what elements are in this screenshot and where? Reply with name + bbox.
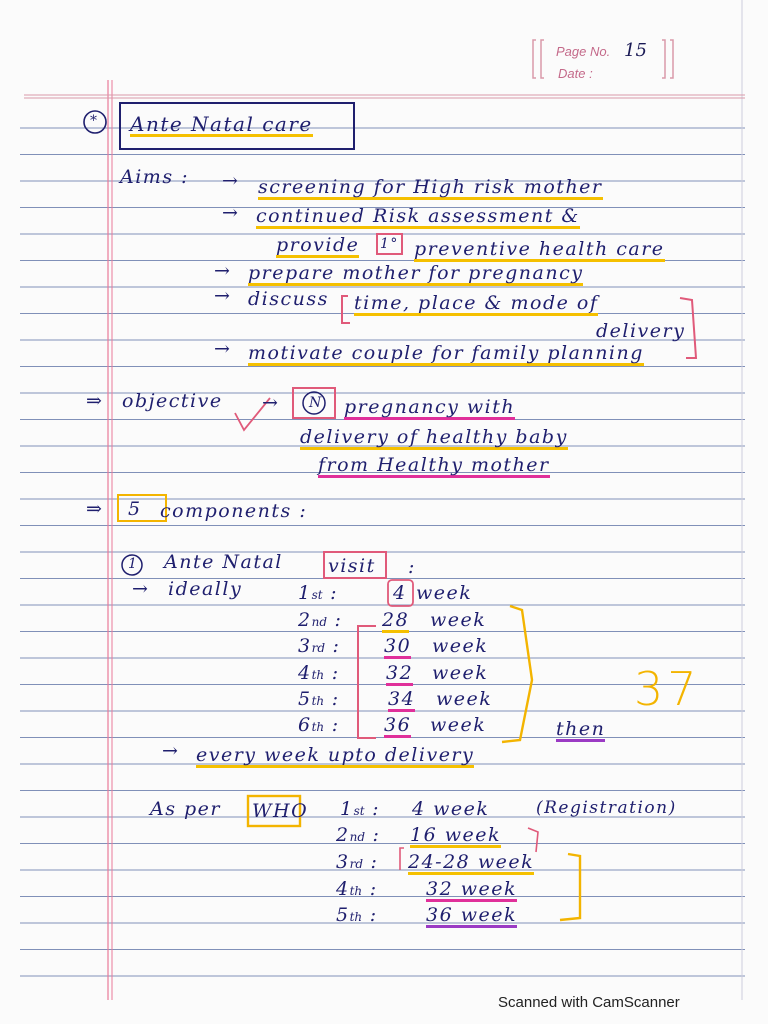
- anc-row-unit: week: [436, 688, 493, 710]
- who-row-value: 36 week: [426, 904, 517, 926]
- arrow-9: →: [132, 578, 150, 600]
- anc-row-unit: week: [430, 609, 487, 631]
- aims-item-1: screening for High risk mother: [258, 176, 603, 198]
- who-row-ord: 3rd :: [336, 851, 379, 873]
- anc-row-week: 30: [384, 635, 412, 657]
- arrow-8: ⇒: [86, 498, 104, 520]
- who-bracket-pink: [528, 828, 538, 852]
- anc-row-ord: 5th :: [298, 688, 340, 710]
- who-label: As per: [150, 798, 222, 820]
- schedule-bracket-yellow: [502, 606, 532, 742]
- arrow-4: →: [214, 285, 232, 307]
- anc-row-ord: 1st :: [298, 582, 339, 604]
- then-label: then: [556, 718, 606, 740]
- objective-line-2: delivery of healthy baby: [300, 426, 568, 448]
- components-number: 5: [128, 498, 142, 520]
- ideally-label: ideally: [168, 578, 243, 600]
- page-title: Ante Natal care: [130, 112, 313, 136]
- who-bracket-yellow: [560, 854, 580, 920]
- anc-row-ord: 4th :: [298, 662, 340, 684]
- date-label: Date :: [558, 66, 593, 81]
- objective-line-1: pregnancy with: [344, 396, 516, 418]
- aims-item-9: motivate couple for family planning: [248, 342, 644, 364]
- aims-item-primary: 1°: [380, 236, 399, 252]
- page-no-label: Page No.: [556, 44, 611, 59]
- schedule-bracket-pink: [358, 626, 376, 738]
- arrow-5: →: [214, 338, 232, 360]
- who-row-value: 4 week: [412, 798, 490, 820]
- arrow-3: →: [214, 260, 232, 282]
- arrow-7: →: [262, 392, 280, 414]
- anc-row-week: 32: [386, 662, 414, 684]
- aims-item-4: preventive health care: [414, 238, 665, 260]
- anc-row-unit: week: [430, 714, 487, 736]
- who-row-ord: 1st :: [340, 798, 381, 820]
- who-row-note: (Registration): [536, 798, 677, 818]
- objective-label: objective: [122, 390, 223, 412]
- arrow-2: →: [222, 202, 240, 224]
- every-week-line: every week upto delivery: [196, 744, 475, 766]
- who-row-value: 16 week: [410, 824, 501, 846]
- who-row-ord: 4th :: [336, 878, 378, 900]
- who-word: WHO: [252, 800, 309, 822]
- page-no-bracket-right: [662, 40, 673, 78]
- anc-row-week: 36: [384, 714, 412, 736]
- anc-title: Ante Natal: [164, 551, 283, 573]
- arrow-10: →: [162, 740, 180, 762]
- anc-colon: :: [408, 556, 416, 578]
- who-row-ord: 2nd :: [336, 824, 381, 846]
- scanner-watermark: Scanned with CamScanner: [498, 994, 680, 1011]
- anc-row-unit: week: [432, 635, 489, 657]
- aims-item-2: continued Risk assessment &: [256, 205, 580, 227]
- who-bracket-pink-2: [400, 848, 404, 870]
- arrow-1: →: [222, 170, 240, 192]
- aims-label: Aims :: [120, 166, 190, 188]
- count-note: 37: [634, 662, 701, 716]
- objective-line-3: from Healthy mother: [318, 454, 550, 476]
- star-bullet: *: [90, 113, 99, 129]
- n-symbol: N: [309, 395, 323, 411]
- anc-row-unit: week: [432, 662, 489, 684]
- anc-row-ord: 6th :: [298, 714, 340, 736]
- page-no-bracket: [533, 40, 544, 78]
- aims-item-8: delivery: [596, 320, 686, 342]
- components-label: components :: [160, 500, 308, 522]
- anc-row-unit: week: [416, 582, 473, 604]
- aims-item-7: time, place & mode of: [354, 292, 599, 314]
- who-row-ord: 5th :: [336, 904, 378, 926]
- anc-index: 1: [128, 556, 139, 572]
- anc-row-week: 4: [393, 582, 407, 604]
- discuss-bracket-left: [342, 296, 350, 323]
- aims-item-5: prepare mother for pregnancy: [248, 262, 584, 284]
- aims-item-6: discuss: [248, 288, 329, 310]
- arrow-6: ⇒: [86, 390, 104, 412]
- aims-item-3: provide: [276, 234, 360, 256]
- anc-row-ord: 2nd :: [298, 609, 343, 631]
- page-no-value: 15: [624, 40, 647, 61]
- who-row-value: 24-28 week: [408, 851, 535, 873]
- anc-visit-word: visit: [328, 555, 376, 577]
- anc-row-week: 34: [388, 688, 416, 710]
- anc-row-ord: 3rd :: [298, 635, 341, 657]
- anc-row-week: 28: [382, 609, 410, 631]
- who-row-value: 32 week: [426, 878, 517, 900]
